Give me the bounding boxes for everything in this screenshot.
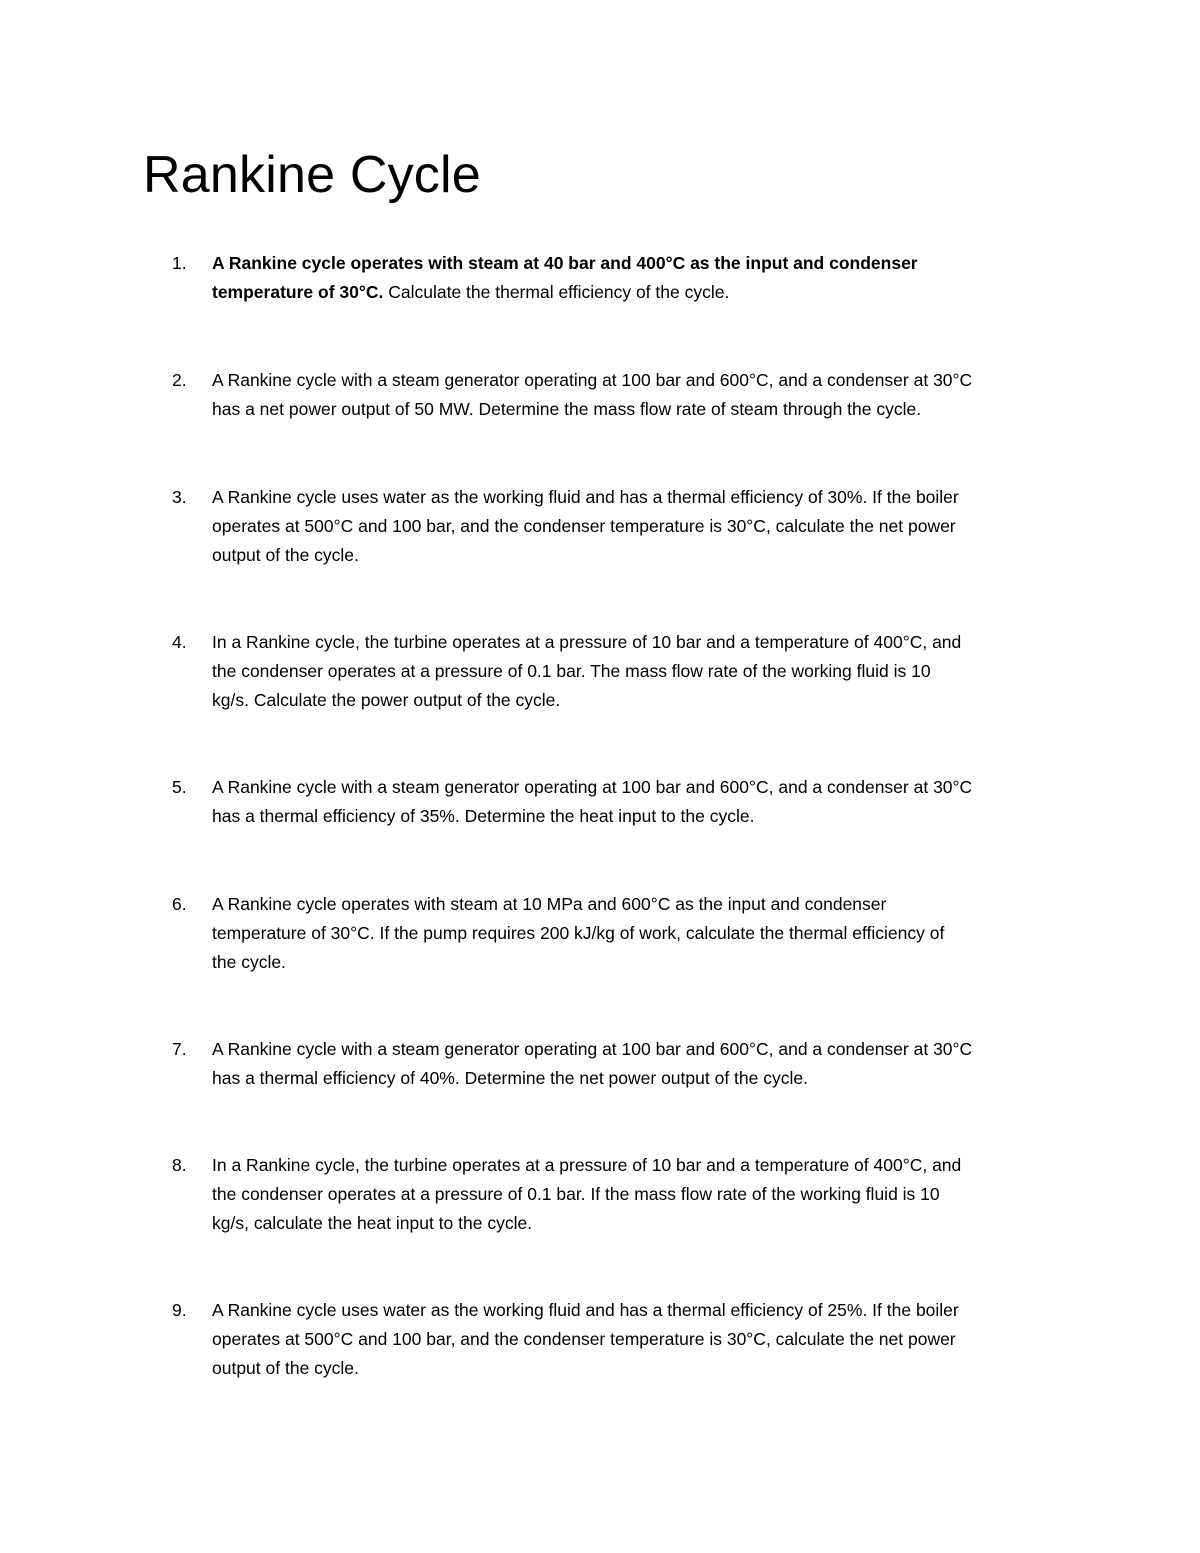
problem-line-regular: Calculate the thermal efficiency of the cycle.	[383, 282, 730, 302]
problem-number: 2.	[172, 370, 187, 390]
problem-line: output of the cycle.	[212, 545, 359, 565]
problem-number: 7.	[172, 1039, 187, 1059]
problem-item-9	[172, 1296, 1092, 1383]
problem-item-3	[172, 483, 1092, 570]
problem-item-2	[172, 366, 1092, 424]
problem-line: output of the cycle.	[212, 1358, 359, 1378]
problem-item-1	[172, 249, 1092, 307]
problem-line: In a Rankine cycle, the turbine operates at a pressure of 10 bar and a temperature of 400°C, and	[212, 1155, 962, 1175]
problem-line: has a thermal efficiency of 35%. Determine the heat input to the cycle.	[212, 806, 755, 826]
problem-line: the condenser operates at a pressure of 0.1 bar. The mass flow rate of the working fluid is 10	[212, 661, 931, 681]
problem-line: A Rankine cycle operates with steam at 10 MPa and 600°C as the input and condenser	[212, 894, 887, 914]
problem-item-4	[172, 628, 1092, 715]
problem-number: 8.	[172, 1155, 187, 1175]
problem-line: the cycle.	[212, 952, 286, 972]
problem-number: 3.	[172, 487, 187, 507]
page-title: Rankine Cycle	[143, 146, 481, 204]
problem-line-group	[212, 278, 1092, 307]
problem-number: 9.	[172, 1300, 187, 1320]
problem-number: 5.	[172, 777, 187, 797]
problem-line: has a thermal efficiency of 40%. Determine the net power output of the cycle.	[212, 1068, 808, 1088]
problem-line: kg/s. Calculate the power output of the cycle.	[212, 690, 561, 710]
problem-line: has a net power output of 50 MW. Determine the mass flow rate of steam through the cycle.	[212, 399, 922, 419]
problem-item-5	[172, 773, 1092, 831]
problem-item-7	[172, 1035, 1092, 1093]
problem-line: A Rankine cycle with a steam generator operating at 100 bar and 600°C, and a condenser at 30°C	[212, 1039, 973, 1059]
problem-line: A Rankine cycle uses water as the working fluid and has a thermal efficiency of 25%. If the boiler	[212, 1300, 959, 1320]
problem-number: 6.	[172, 894, 187, 914]
problem-item-6	[172, 890, 1092, 977]
problem-line: A Rankine cycle uses water as the working fluid and has a thermal efficiency of 30%. If the boiler	[212, 487, 959, 507]
problem-line: operates at 500°C and 100 bar, and the condenser temperature is 30°C, calculate the net power	[212, 516, 956, 536]
problem-line: operates at 500°C and 100 bar, and the condenser temperature is 30°C, calculate the net power	[212, 1329, 956, 1349]
problem-line: In a Rankine cycle, the turbine operates at a pressure of 10 bar and a temperature of 400°C, and	[212, 632, 962, 652]
problem-number: 4.	[172, 632, 187, 652]
problem-number: 1.	[172, 253, 187, 273]
problem-line-bold: temperature of 30°C.	[212, 282, 384, 302]
problem-line: A Rankine cycle operates with steam at 40 bar and 400°C as the input and condenser	[212, 253, 918, 273]
problem-line: A Rankine cycle with a steam generator operating at 100 bar and 600°C, and a condenser at 30°C	[212, 370, 973, 390]
problem-line: the condenser operates at a pressure of 0.1 bar. If the mass flow rate of the working fluid is 10	[212, 1184, 940, 1204]
problem-line: A Rankine cycle with a steam generator operating at 100 bar and 600°C, and a condenser at 30°C	[212, 777, 973, 797]
problem-line: temperature of 30°C. If the pump requires 200 kJ/kg of work, calculate the thermal efficiency of	[212, 923, 945, 943]
problem-line: kg/s, calculate the heat input to the cycle.	[212, 1213, 533, 1233]
problem-item-8	[172, 1151, 1092, 1238]
